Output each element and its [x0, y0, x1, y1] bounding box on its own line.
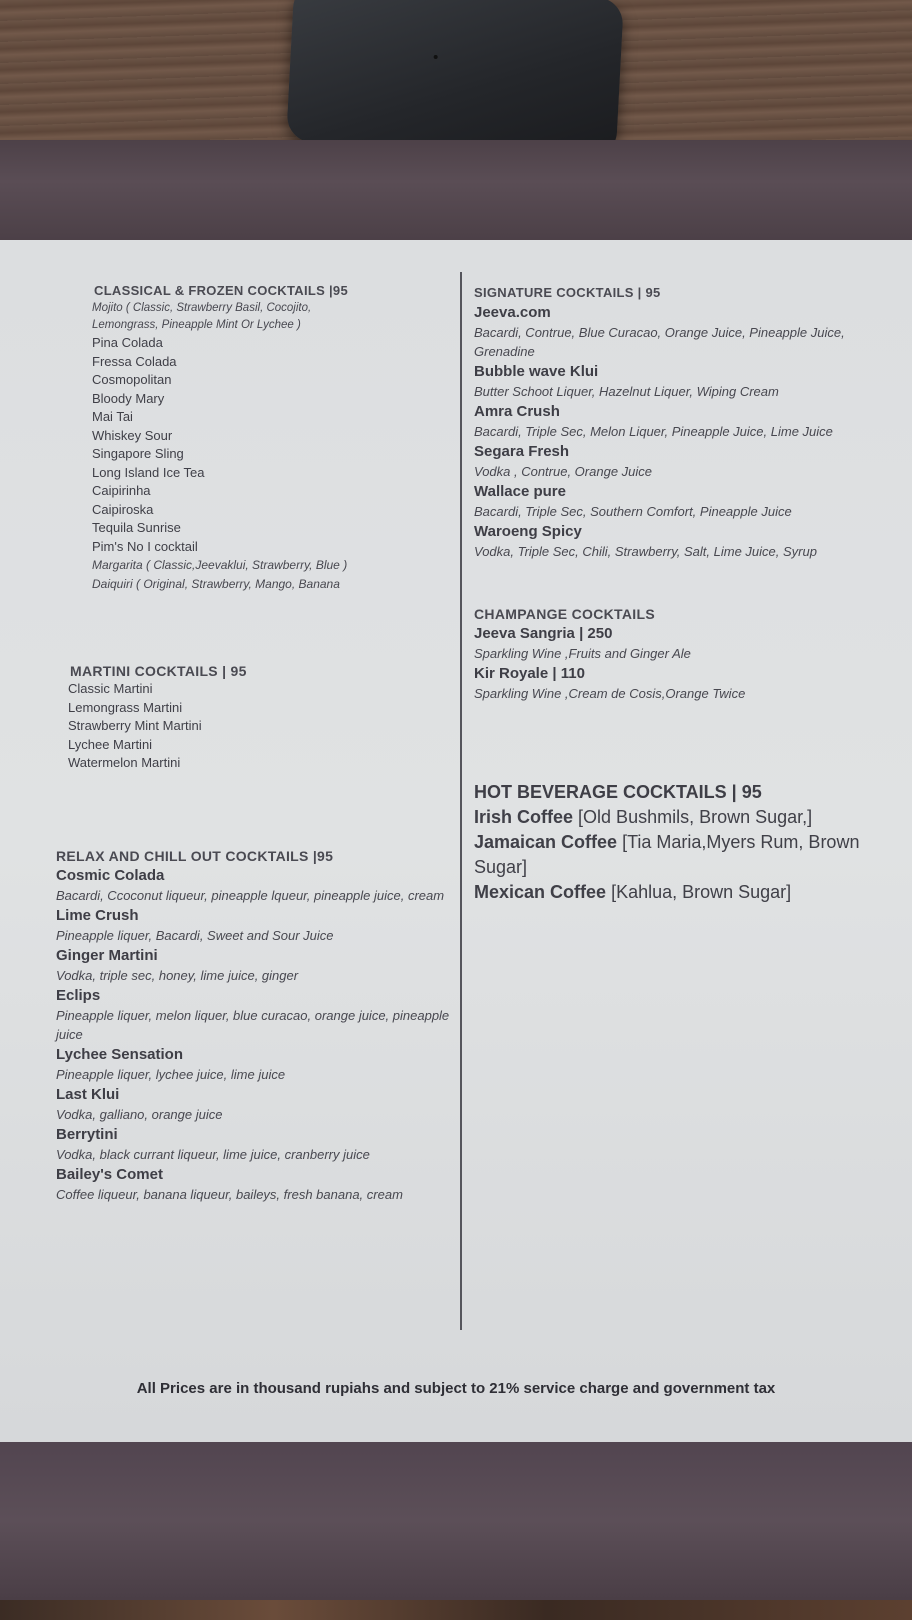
cocktail-description: Butter Schoot Liquer, Hazelnut Liquer, Wiping Cream: [474, 384, 779, 399]
cocktail-description: Vodka, black currant liqueur, lime juice, cranberry juice: [56, 1146, 370, 1162]
cocktail-description: Sparkling Wine ,Fruits and Ginger Ale: [474, 646, 691, 661]
menu-item: Pim's No I cocktail: [92, 538, 198, 554]
section-heading: CLASSICAL & FROZEN COCKTAILS |95: [94, 283, 348, 298]
section-heading: RELAX AND CHILL OUT COCKTAILS |95: [56, 847, 334, 864]
right-column: [474, 284, 894, 919]
menu-page: [0, 240, 912, 1444]
table-edge: [0, 1600, 912, 1620]
column-divider: [460, 272, 462, 1330]
menu-item: Lemongrass Martini: [68, 699, 183, 715]
cocktail-name: Last Klui: [56, 1085, 120, 1103]
menu-item: Singapore Sling: [92, 446, 184, 461]
cocktail-description: Pineapple liquer, melon liquer, blue curacao, orange juice, pineapple juice: [56, 1007, 450, 1042]
cocktail-description: Vodka, galliano, orange juice: [56, 1106, 223, 1122]
section-heading: HOT BEVERAGE COCKTAILS | 95: [474, 782, 762, 802]
menu-item: Watermelon Martini: [68, 755, 181, 770]
menu-item: Caipiroska: [92, 501, 154, 517]
smartphone: [286, 0, 624, 159]
cocktail-description: Pineapple liquer, lychee juice, lime juice: [56, 1066, 286, 1082]
menu-item: Daiquiri ( Original, Strawberry, Mango, Banana: [92, 577, 340, 591]
cocktail-description: Bacardi, Triple Sec, Southern Comfort, Pineapple Juice: [474, 504, 792, 519]
menu-item: Bloody Mary: [92, 390, 165, 406]
cocktail-description: Sparkling Wine ,Cream de Cosis,Orange Twice: [474, 686, 746, 701]
hot-beverage-section: [474, 779, 894, 905]
cocktail-name: Bailey's Comet: [56, 1165, 163, 1183]
hot-item: [474, 880, 894, 905]
martini-section: [62, 662, 452, 773]
cocktail-name: Waroeng Spicy: [474, 523, 582, 540]
cocktail-description: Bacardi, Ccoconut liqueur, pineapple lqueur, pineapple juice, cream: [56, 887, 445, 903]
cocktail-description: Bacardi, Triple Sec, Melon Liquer, Pineapple Juice, Lime Juice: [474, 424, 833, 439]
price-note: All Prices are in thousand rupiahs and subject to 21% service charge and government tax: [136, 1380, 776, 1397]
cocktail-name: Kir Royale | 110: [474, 665, 585, 682]
cocktail-description: [Old Bushmils, Brown Sugar,]: [578, 807, 813, 827]
menu-item: Pina Colada: [92, 335, 163, 350]
cocktail-name: Lychee Sensation: [56, 1045, 183, 1063]
section-heading: CHAMPANGE COCKTAILS: [474, 606, 655, 622]
menu-item: Mojito ( Classic, Strawberry Basil, Cocojito,: [92, 302, 312, 314]
cocktail-description: Vodka, Triple Sec, Chili, Strawberry, Salt, Lime Juice, Syrup: [474, 544, 817, 559]
menu-item: Long Island Ice Tea: [92, 464, 205, 480]
cocktail-name: Wallace pure: [474, 483, 566, 500]
section-heading: SIGNATURE COCKTAILS | 95: [474, 285, 661, 300]
cocktail-description: Coffee liqueur, banana liqueur, baileys, fresh banana, cream: [56, 1186, 403, 1202]
menu-item: Tequila Sunrise: [92, 520, 181, 535]
cocktail-name: Cosmic Colada: [56, 866, 165, 884]
menu-item: Fressa Colada: [92, 353, 177, 369]
menu-item: Lychee Martini: [68, 736, 153, 752]
menu-cover-bottom: [0, 1442, 912, 1600]
cocktail-description: [Kahlua, Brown Sugar]: [611, 882, 792, 902]
hot-item: [474, 805, 894, 830]
classical-section: [62, 282, 452, 594]
cocktail-name: Bubble wave Klui: [474, 363, 599, 380]
menu-item: Strawberry Mint Martini: [68, 718, 202, 733]
cocktail-name: Lime Crush: [56, 906, 139, 924]
phone-camera: [434, 55, 438, 59]
cocktail-name: Mexican Coffee: [474, 882, 607, 902]
cocktail-description: Pineapple liquer, Bacardi, Sweet and Sour Juice: [56, 927, 334, 943]
relax-section: [56, 847, 452, 1204]
menu-item: Whiskey Sour: [92, 427, 173, 443]
cocktail-name: Jamaican Coffee: [474, 832, 618, 852]
cocktail-name: Berrytini: [56, 1125, 118, 1143]
cocktail-name: Eclips: [56, 986, 101, 1004]
menu-item: Classic Martini: [68, 681, 153, 696]
menu-item: Caipirinha: [92, 483, 151, 498]
menu-item: Margarita ( Classic,Jeevaklui, Strawberry, Blue ): [92, 558, 348, 572]
cocktail-name: Irish Coffee: [474, 807, 574, 827]
menu-item: Cosmopolitan: [92, 372, 172, 387]
menu-item: Lemongrass, Pineapple Mint Or Lychee ): [92, 319, 301, 331]
hot-item: [474, 830, 894, 880]
cocktail-name: Jeeva Sangria | 250: [474, 625, 613, 642]
cocktail-description: Vodka, triple sec, honey, lime juice, ginger: [56, 967, 299, 983]
cocktail-description: [Tia Maria,Myers Rum, Brown Sugar]: [474, 832, 860, 877]
cocktail-name: Amra Crush: [474, 403, 560, 420]
signature-section: [474, 284, 894, 561]
cocktail-name: Segara Fresh: [474, 443, 570, 460]
section-heading: MARTINI COCKTAILS | 95: [70, 663, 247, 679]
menu-item: Mai Tai: [92, 409, 133, 424]
left-column: [56, 282, 452, 1218]
cocktail-name: Jeeva.com: [474, 304, 551, 321]
cocktail-description: Vodka , Contrue, Orange Juice: [474, 464, 653, 479]
menu-cover-top: [0, 140, 912, 244]
cocktail-name: Ginger Martini: [56, 946, 158, 964]
cocktail-description: Bacardi, Contrue, Blue Curacao, Orange Juice, Pineapple Juice, Grenadine: [474, 325, 845, 359]
champagne-section: [474, 605, 894, 703]
